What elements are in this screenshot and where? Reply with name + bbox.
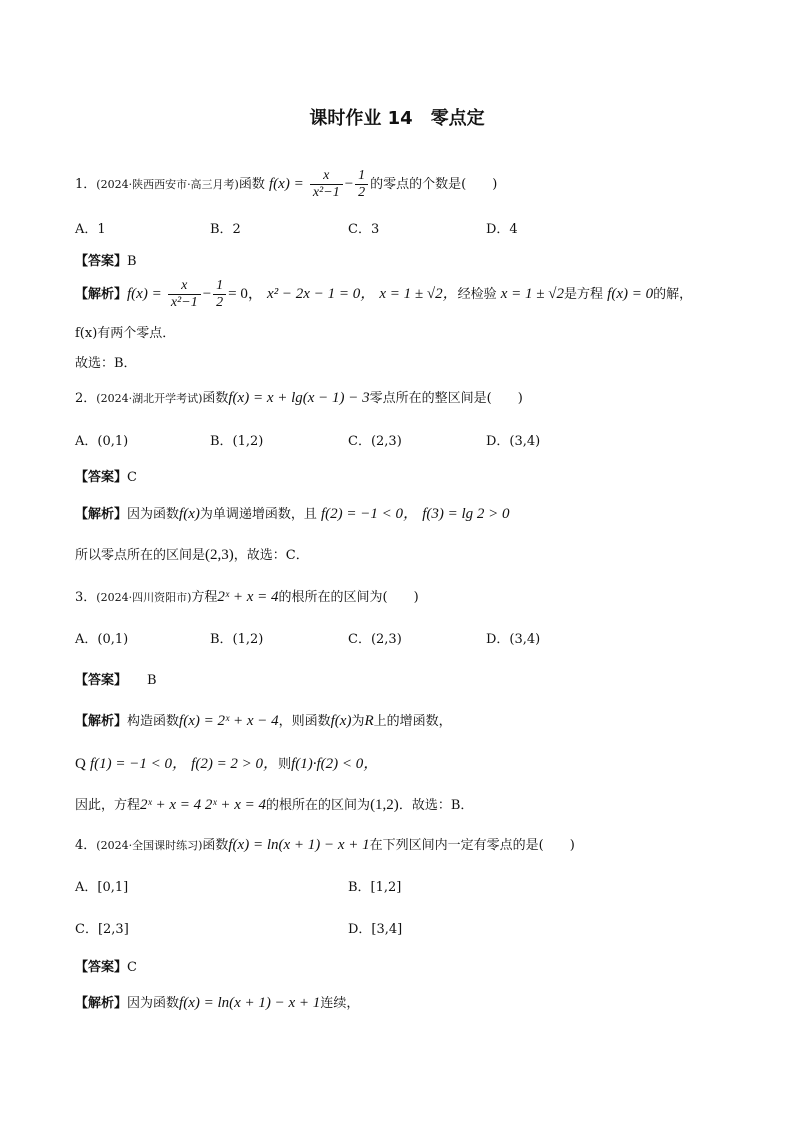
- question-number: 4．: [75, 838, 97, 853]
- conclusion-line: 故选：B．: [75, 356, 137, 371]
- answer-label: 【答案】: [75, 254, 128, 269]
- stem-text: 的零点的个数是( ): [370, 177, 498, 192]
- math-expression: (2,3): [205, 547, 234, 563]
- analysis-text: 上的增函数，: [373, 714, 452, 729]
- answer-value: B: [147, 673, 157, 688]
- analysis-line: [75, 710, 452, 730]
- stem-text: 的根所在的区间为( ): [278, 590, 419, 605]
- analysis-line: f(x)有两个零点．: [75, 326, 176, 341]
- stem-text: 方程: [191, 590, 218, 605]
- option-c: C．(2,3): [348, 434, 402, 449]
- option-c: C．[2,3]: [75, 922, 129, 937]
- analysis-text: ，则函数: [278, 714, 331, 729]
- answer-line: [75, 669, 157, 688]
- option-a: A．[0,1]: [75, 880, 129, 895]
- option-b: B．2: [210, 222, 241, 237]
- option-a: A．(0,1): [75, 632, 129, 647]
- option-d: D．[3,4]: [348, 922, 403, 937]
- fraction: $\frac{1}{2}$: [355, 168, 368, 201]
- question-source: (2024·陕西西安市·高三月考): [96, 178, 239, 191]
- math-expression: R: [364, 713, 374, 729]
- answer-line: [75, 466, 137, 485]
- analysis-text: 所以零点所在的区间是: [75, 548, 206, 563]
- math-expression: 2ˣ + x = 4: [217, 589, 279, 605]
- analysis-line: [75, 752, 378, 773]
- analysis-text: 因为函数: [127, 996, 180, 1011]
- math-expression: f(3) = lg 2 > 0: [422, 506, 510, 522]
- fraction: $\frac{1}{2}$: [213, 278, 226, 311]
- option-d: D．4: [486, 222, 518, 237]
- math-operator: −: [344, 176, 354, 192]
- analysis-text: 连续，: [320, 996, 360, 1011]
- fraction: $\frac{x}{\text{x²−1}}$: [168, 278, 201, 311]
- math-expression: f(x) =: [269, 176, 304, 192]
- analysis-text: 为: [351, 714, 365, 729]
- math-operator: −: [202, 286, 212, 302]
- option-b: B．(1,2): [210, 434, 264, 449]
- option-c: C．3: [348, 222, 380, 237]
- option-a: A．(0,1): [75, 434, 129, 449]
- question-3-stem: [75, 586, 419, 606]
- question-number: 1．: [75, 177, 97, 192]
- analysis-text: 经检验: [457, 287, 497, 302]
- answer-label: 【答案】: [75, 470, 128, 485]
- analysis-text: ，故选：C．: [233, 548, 309, 563]
- question-2-stem: [75, 387, 523, 407]
- analysis-line: [75, 992, 359, 1012]
- analysis-line: [75, 794, 473, 814]
- math-expression: x = 1 ± √2: [500, 286, 565, 302]
- stem-text: 函数: [202, 838, 229, 853]
- math-expression: f(2) = 2 > 0，: [191, 756, 279, 772]
- option-d: D．(3,4): [486, 632, 541, 647]
- math-expression: f(x) = ln(x + 1) − x + 1: [179, 995, 321, 1011]
- analysis-text: 因为函数: [127, 507, 180, 522]
- analysis-label: 【解析】: [75, 714, 128, 729]
- analysis-line: [75, 278, 692, 311]
- option-b: B．[1,2]: [348, 880, 402, 895]
- analysis-text: 的解，: [653, 287, 693, 302]
- fraction: $\frac{x}{\text{x²−1}}$: [310, 168, 343, 201]
- answer-value: B: [127, 254, 137, 269]
- question-source: (2024·全国课时练习): [96, 839, 203, 852]
- analysis-text: 为单调递增函数，且: [199, 507, 317, 522]
- analysis-text: 因此，方程: [75, 798, 141, 813]
- stem-text: 零点所在的整区间是( ): [369, 391, 523, 406]
- math-expression: f(x) = ln(x + 1) − x + 1: [228, 837, 370, 853]
- analysis-label: 【解析】: [75, 996, 128, 1011]
- answer-label: 【答案】: [75, 673, 128, 688]
- question-number: 2．: [75, 391, 97, 406]
- analysis-text: 构造函数: [127, 714, 180, 729]
- page-title: 课时作业 14 零点定: [309, 108, 485, 129]
- question-source: (2024·湖北开学考试): [96, 392, 203, 405]
- question-source: (2024·四川资阳市): [96, 591, 192, 604]
- answer-value: C: [127, 470, 137, 485]
- analysis-text: 的根所在的区间为: [266, 798, 371, 813]
- math-expression: (1,2): [370, 797, 399, 813]
- math-expression: f(x): [179, 506, 200, 522]
- option-a: A．1: [75, 222, 106, 237]
- math-expression: f(1)·f(2) < 0，: [291, 756, 379, 772]
- math-expression: x² − 2x − 1 = 0，: [267, 286, 376, 302]
- math-expression: f(1) = −1 < 0，: [89, 756, 188, 772]
- question-number: 3．: [75, 590, 97, 605]
- stem-text: 函数: [202, 391, 229, 406]
- analysis-label: 【解析】: [75, 287, 128, 302]
- question-4-stem: [75, 834, 575, 854]
- stem-text: 函数: [238, 177, 265, 192]
- math-expression: f(x) = 0: [607, 286, 654, 302]
- answer-label: 【答案】: [75, 960, 128, 975]
- math-expression: f(x) = x + lg(x − 1) − 3: [228, 390, 370, 406]
- answer-value: C: [127, 960, 137, 975]
- math-symbol: Q: [75, 756, 86, 772]
- analysis-text: ．故选：B．: [398, 798, 474, 813]
- math-expression: 2ˣ + x = 4 2ˣ + x = 4: [140, 797, 267, 813]
- answer-line: [75, 956, 137, 975]
- math-expression: f(x) =: [127, 286, 162, 302]
- analysis-line: [75, 502, 510, 523]
- option-b: B．(1,2): [210, 632, 264, 647]
- analysis-line: [75, 544, 309, 564]
- option-d: D．(3,4): [486, 434, 541, 449]
- question-1-stem: [75, 168, 497, 201]
- analysis-text: 则: [278, 757, 292, 772]
- answer-line: [75, 250, 137, 269]
- math-expression: f(x) = 2ˣ + x − 4: [179, 713, 279, 729]
- stem-text: 在下列区间内一定有零点的是( ): [369, 838, 575, 853]
- math-expression: f(x): [330, 713, 352, 729]
- analysis-label: 【解析】: [75, 507, 128, 522]
- math-expression: = 0，: [228, 286, 263, 302]
- analysis-text: 是方程: [564, 287, 604, 302]
- math-expression: x = 1 ± √2，: [379, 286, 458, 302]
- option-c: C．(2,3): [348, 632, 402, 647]
- math-expression: f(2) = −1 < 0，: [321, 506, 419, 522]
